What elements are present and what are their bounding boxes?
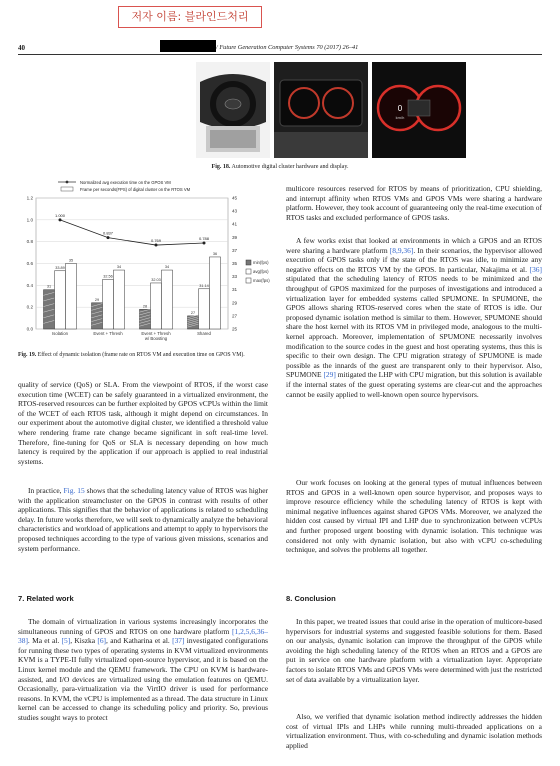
text-run: In practice, bbox=[28, 486, 64, 495]
right-para-1: multicore resources reserved for RTOS by means of prioritization, CPU shielding, and interrupt affinity when RTOS VMs and GPOS VMs were sharing a hardware platform. However, they took account of guaranteeing only the real-time execution of RTOS tasks and excluded performance of GPOS tasks. bbox=[286, 184, 542, 222]
left-axis-tick-label: 0.2 bbox=[26, 304, 33, 310]
bar-max(fps) bbox=[210, 257, 221, 329]
citation-link[interactable]: [8,9,36] bbox=[389, 245, 414, 255]
text-run: A few works exist that looked at environments in which a GPOS and an RTOS were sharing a hardware platform bbox=[286, 236, 542, 255]
right-axis-tick-label: 33 bbox=[232, 274, 238, 280]
right-para-4: In this paper, we treated issues that could arise in the operation of multicore-based hypervisors for industrial systems and suggested feasible solutions for them. Based on our analysis, dynamic isolation can improve the throughput of the GPOS while avoiding the high scheduling latency of the RTOS when an RTOS and a GPOS are put in service on one hardware platform with a virtualization layer. Appropriate factors to isolate RTOS VMs and GPOS VMs were determined with just the restricted set of data available by a virtualization layer. bbox=[286, 617, 542, 684]
legend-entry: avg(fps) bbox=[253, 269, 269, 274]
fig19-caption bbox=[18, 352, 274, 359]
left-axis-tick-label: 0.6 bbox=[26, 261, 33, 266]
redaction-bar bbox=[160, 40, 216, 52]
category-label: Event + Thresh bbox=[93, 331, 123, 336]
bar-avg(fps) bbox=[151, 283, 162, 329]
line-value-label: 0.837 bbox=[102, 230, 114, 236]
right-para-2 bbox=[286, 236, 542, 399]
line-point bbox=[59, 218, 62, 221]
text-run: , Kiszka bbox=[70, 636, 98, 646]
line-value-label: 1.000 bbox=[54, 212, 66, 218]
citation-link[interactable]: [29] bbox=[323, 370, 336, 380]
right-axis-tick-label: 37 bbox=[232, 247, 238, 253]
cluster-speed-unit: km/h bbox=[395, 115, 405, 120]
cluster-display-photo bbox=[274, 62, 368, 158]
left-axis-tick-label: 0.8 bbox=[26, 239, 33, 245]
citation-link[interactable]: [5] bbox=[61, 636, 71, 646]
bar-max(fps) bbox=[162, 270, 173, 329]
bar-min(fps) bbox=[92, 303, 103, 329]
category-label: Event + Thresh bbox=[141, 331, 171, 336]
right-axis-tick-label: 29 bbox=[232, 300, 238, 306]
right-axis-tick-label: 39 bbox=[232, 234, 238, 240]
left-para-1: quality of service (QoS) or SLA. From the viewpoint of RTOS, if the worst case execution time (WCET) can be safely guaranteed in a virtualized environment, the RTOS-reserved resources can be further exploited by GPOS vCPUs within the limit of the WCET of each RTOS task, although it might depend on circumstances. In our experiment about the automotive digital cluster, we identified a threshold value where rendering frame rate change became significant in soft real-time level. Therefore, fine-tuning for QoS or SLA is necessary depending on how much latency is required by the application if our approach is applied to real industrial systems. bbox=[18, 380, 268, 466]
chart-legend bbox=[58, 180, 191, 192]
bar-max(fps) bbox=[66, 264, 77, 330]
fig18-label: Fig. 18. bbox=[211, 164, 231, 170]
left-axis-tick-label: 1.2 bbox=[26, 195, 33, 201]
left-para-3 bbox=[18, 617, 268, 723]
legend-entry: min(fps) bbox=[253, 260, 269, 265]
left-axis-tick-label: 1.0 bbox=[26, 217, 33, 223]
bar-value-label: 27 bbox=[190, 310, 196, 315]
left-axis-tick-label: 0.0 bbox=[26, 326, 33, 332]
text-run: The domain of virtualization in various systems increasingly incorporates the simultaneous running of GPOS and RTOS on one hardware platform bbox=[18, 617, 268, 636]
right-axis-tick-label: 27 bbox=[232, 313, 238, 319]
text-run: . Ma et al. bbox=[27, 636, 62, 646]
text-run: , and Katharina et al. bbox=[106, 636, 173, 646]
bar-value-label: 32.03 bbox=[151, 277, 161, 282]
figure-link[interactable]: Fig. 15 bbox=[63, 486, 85, 495]
right-axis-tick-label: 41 bbox=[232, 221, 238, 227]
left-para-2 bbox=[18, 486, 268, 553]
line-series bbox=[60, 220, 204, 245]
bar-max(fps) bbox=[114, 270, 125, 329]
category-label: Isolation bbox=[51, 331, 69, 336]
cluster-screen-photo bbox=[372, 62, 466, 158]
bar-value-label: 34 bbox=[116, 265, 122, 270]
text-run: investigated configurations for running these two types of operating systems in KVM virtualized environments KVM is a TYPE-II fully virtualized open-source hypervisor, and it is based on the Linux kernel module and the QEMU framework. The CPU on KVM is hardware-assisted, and I/O devices are virtualized using the emulation features on QEMU. Occasionally, para-virtualization via the VirtIO driver is used for performance reasons. In KVM, the vCPU is implemented as a thread. The data structure in Linux kernel can be accessed to change its scheduling policy and priority. So, previous studies sought ways to protect bbox=[18, 636, 269, 722]
line-value-label: 0.769 bbox=[150, 238, 162, 244]
legend-line-label: Normalized avg execution time on the GPOS VM bbox=[80, 180, 171, 185]
cluster-hardware-photo bbox=[196, 62, 270, 158]
right-axis-tick-label: 25 bbox=[232, 326, 238, 332]
bar-value-label: 31 bbox=[46, 284, 52, 289]
plot-area bbox=[27, 196, 271, 342]
legend-swatch-avg(fps) bbox=[246, 269, 251, 274]
right-para-5: Also, we verified that dynamic isolation method indirectly addresses the hidden cost of virtual IPIs and LHPs while running multi-threaded applications on a virtualization environment. Thus, with co-scheduling and dynamic isolation methods applied bbox=[286, 712, 542, 750]
journal-header: / Future Generation Computer Systems 70 (2017) 26–41 bbox=[216, 44, 359, 51]
right-axis-tick-label: 35 bbox=[232, 261, 238, 266]
citation-link[interactable]: [6] bbox=[97, 636, 107, 646]
text-run: mitigated the LHP with CPU migration, but this solution is available if the internal states of the guest operating systems are clear-cut and the approaches cannot be easily applied to well-known open source hypervisors. bbox=[286, 370, 542, 399]
legend-swatch-min(fps) bbox=[246, 260, 251, 265]
category-label: Shared bbox=[197, 331, 211, 336]
bar-value-label: 32.56 bbox=[103, 274, 113, 279]
bar-value-label: 31.14 bbox=[199, 283, 209, 288]
legend-entry: max(fps) bbox=[253, 278, 270, 283]
citation-link[interactable]: [36] bbox=[529, 264, 542, 274]
citation-link[interactable]: [1,2,5,6,36–38] bbox=[18, 626, 268, 646]
fig18-caption bbox=[140, 164, 420, 170]
right-axis-tick-label: 31 bbox=[232, 287, 238, 293]
text-run: stipulated that the scheduling latency of RTOS needs to be minimized and the throughput of GPOS maximized for the purposes of investigations and introduced a virtualization layer for embedded systems called SPUMONE. In SPUMONE, the GPOS allows sharing RTOS-reserved cores when the state of RTOS is idle. Our proposed dynamic isolation method is similar to them. However, SPUMONE should share the host kernel with its RTOS VM in privileged mode, analogous to the multi-kernel approach. Moreover, implementation of SPUMONE necessarily involves modification to the source codes in the guest and host operating systems, thus this is specific to their own design. The CPU migration strategy of SPUMONE is made possible as the innards of the guest are transparent only to their hypervisor. Also, SPUMONE bbox=[286, 274, 542, 380]
line-value-label: 0.788 bbox=[198, 235, 210, 241]
legend-swatch-max(fps) bbox=[246, 278, 251, 283]
fig19-caption-text: Effect of dynamic isolation (frame rate on RTOS VM and execution time on GPOS VM). bbox=[37, 352, 245, 358]
fig19-label: Fig. 19. bbox=[18, 352, 37, 358]
fig19-chart bbox=[14, 176, 280, 348]
author-stamp: 저자 이름: 블라인드처리 bbox=[118, 6, 262, 28]
header-rule bbox=[18, 54, 542, 55]
right-para-3: Our work focuses on looking at the general types of mutual influences between RTOS and GPOS in a well-known open source hypervisor, and proposes ways to improve resource efficiency while the scheduling latency of RTOS is kept with minimal negative influences against shared GPOS VMs. Moreover, we analyzed the hidden cost caused by virtual IPI and LHP due to synchronization between vCPUs and further proposed urgent boosting with dynamic isolation. This technique was considered not only with dynamic isolation, but also with vCPU co-scheduling technique, and solves the problems all together. bbox=[286, 478, 542, 555]
left-axis-tick-label: 0.4 bbox=[26, 282, 33, 288]
right-axis-tick-label: 43 bbox=[232, 208, 238, 214]
text-run: shows that the scheduling latency value of RTOS was higher with the application streamcluster on the GPOS in contrast with results of other applications. This signifies that the behavior of applications is related to scheduling delay. In future works therefore, we will seek to dynamically analyze the behavioral characteristics and workload of applications and attempt to apply to hypervisors the proposed techniques according to the type of various given missions, scenarios and system performance. bbox=[18, 486, 268, 553]
section-heading-conclusion: 8. Conclusion bbox=[286, 594, 336, 603]
bar-avg(fps) bbox=[199, 289, 210, 329]
bar-min(fps) bbox=[188, 316, 199, 329]
bar-value-label: 36 bbox=[212, 251, 218, 256]
line-point bbox=[107, 236, 110, 239]
bar-value-label: 29 bbox=[94, 297, 100, 302]
bar-avg(fps) bbox=[55, 271, 66, 329]
category-label: w/ Boosting bbox=[144, 336, 168, 341]
bar-value-label: 28 bbox=[142, 304, 148, 309]
page-number: 40 bbox=[18, 44, 25, 52]
section-heading-related-work: 7. Related work bbox=[18, 594, 74, 603]
line-point bbox=[155, 244, 158, 247]
bar-value-label: 35 bbox=[68, 258, 74, 263]
line-point bbox=[203, 241, 206, 244]
bar-value-label: 33.89 bbox=[55, 265, 65, 270]
citation-link[interactable]: [37] bbox=[172, 636, 185, 646]
bar-value-label: 34 bbox=[164, 265, 170, 270]
cluster-speed-value: 0 bbox=[397, 104, 403, 113]
right-axis-tick-label: 45 bbox=[232, 195, 238, 201]
legend-bar-label: Frame per seconds(FPS) of digital cluster on the RTOS VM bbox=[80, 187, 191, 192]
bar-avg(fps) bbox=[103, 279, 114, 329]
fig18-caption-text: Automotive digital cluster hardware and display. bbox=[231, 164, 349, 170]
text-run: . In their scenarios, the hypervisor allowed execution of GPOS tasks only if the state of the RTOS was idle, to minimize any negative effects on the RTOS VM by the GPOS. In particular, Nakajima et al. bbox=[286, 245, 543, 274]
